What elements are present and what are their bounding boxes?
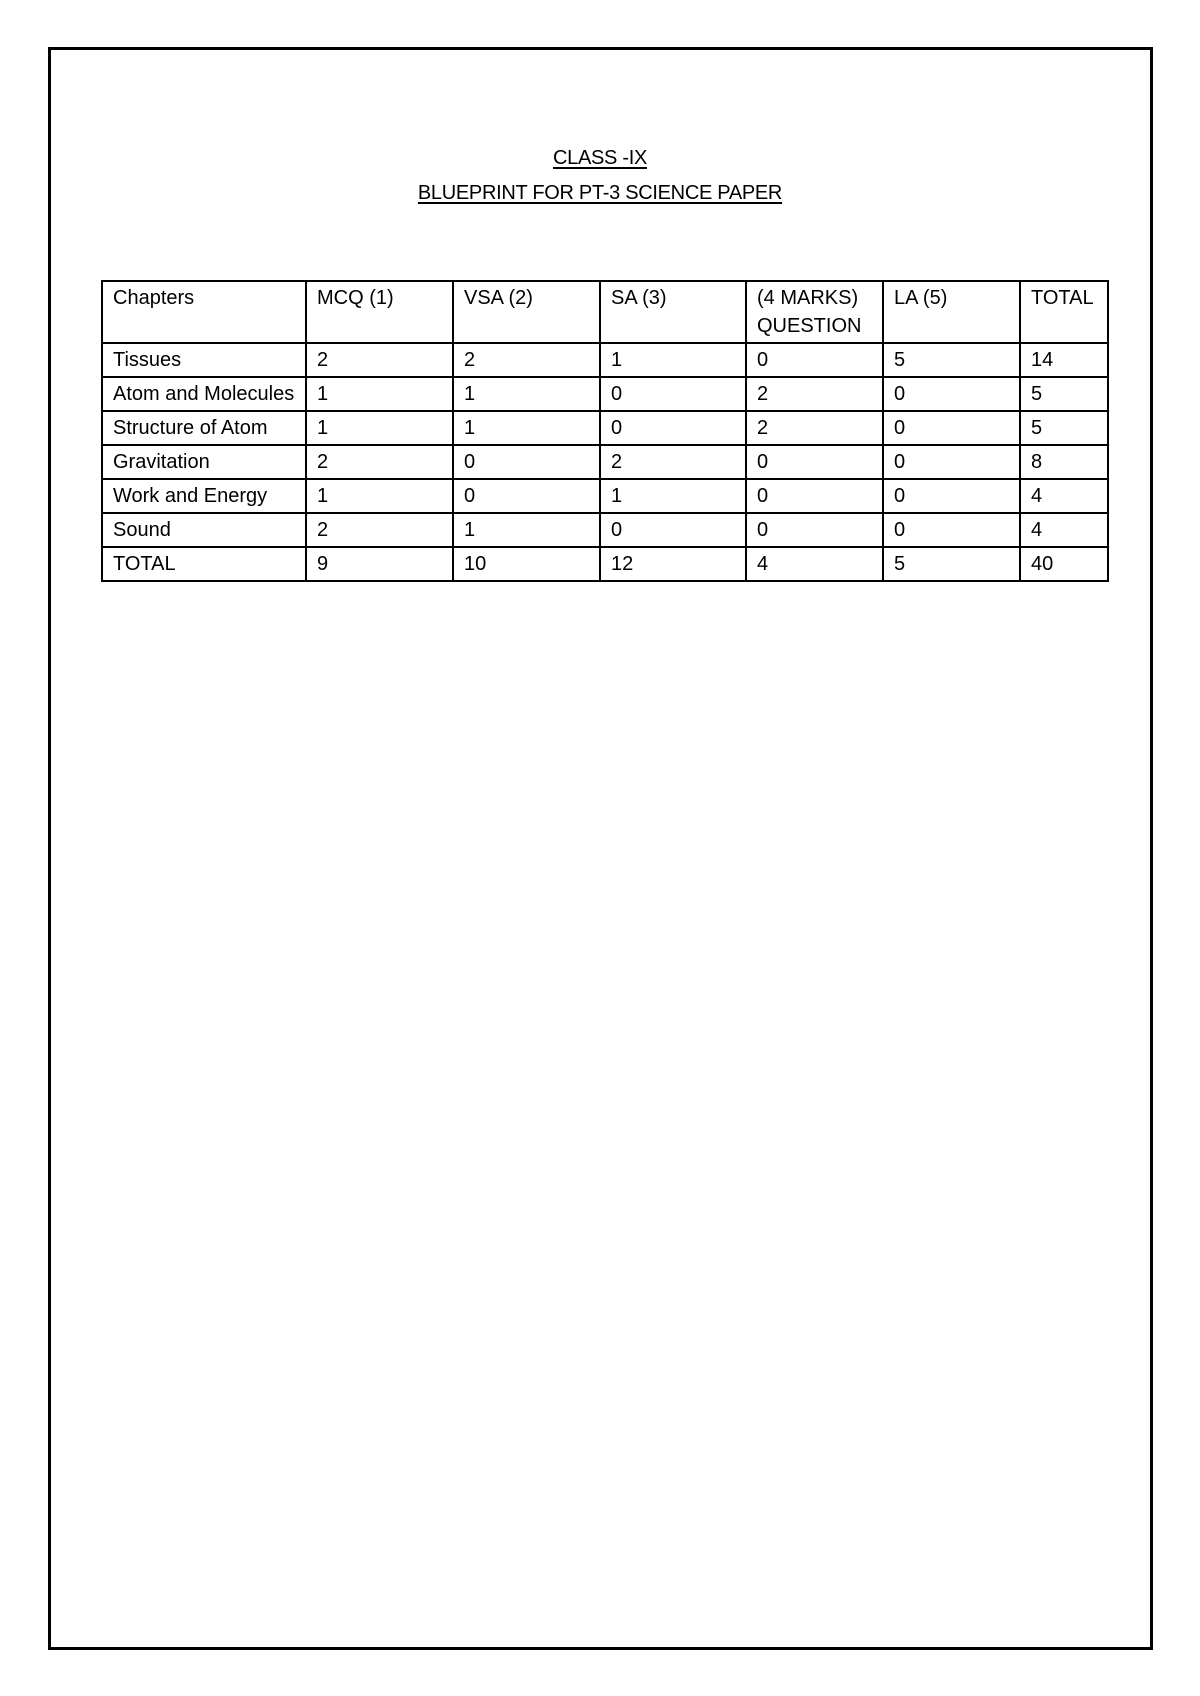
table-row (102, 445, 1108, 479)
table-cell: Atom and Molecules (102, 377, 306, 411)
table-cell: 0 (600, 411, 746, 445)
table-cell: 8 (1020, 445, 1108, 479)
table-cell: 1 (453, 377, 600, 411)
table-row (102, 377, 1108, 411)
table-cell: 2 (746, 411, 883, 445)
document-title-blueprint: BLUEPRINT FOR PT-3 SCIENCE PAPER (417, 182, 783, 204)
table-cell: 1 (306, 479, 453, 513)
table-cell: 0 (883, 513, 1020, 547)
table-cell: 0 (453, 445, 600, 479)
table-cell: 2 (306, 445, 453, 479)
table-cell: TOTAL (102, 547, 306, 581)
document-title-class: CLASS -IX (553, 147, 647, 169)
table-cell: 5 (1020, 377, 1108, 411)
table-cell: 1 (306, 377, 453, 411)
table-cell: 5 (883, 343, 1020, 377)
table-cell: 2 (453, 343, 600, 377)
table-cell: 5 (1020, 411, 1108, 445)
table-header-row (102, 281, 1108, 343)
header-cell-four-marks: (4 MARKS) QUESTION (746, 281, 883, 343)
table-cell: 0 (746, 445, 883, 479)
table-cell: Sound (102, 513, 306, 547)
table-cell: 1 (453, 411, 600, 445)
table-cell: 12 (600, 547, 746, 581)
header-cell-total: TOTAL (1020, 281, 1108, 343)
header-cell-sa: SA (3) (600, 281, 746, 343)
table-cell: 2 (746, 377, 883, 411)
table-cell: 14 (1020, 343, 1108, 377)
table-row (102, 411, 1108, 445)
table-cell: 0 (883, 377, 1020, 411)
table-cell: 0 (746, 479, 883, 513)
table-cell: 2 (306, 513, 453, 547)
table-cell: 0 (746, 513, 883, 547)
table-cell: 10 (453, 547, 600, 581)
table-cell: 1 (600, 479, 746, 513)
table-cell: Work and Energy (102, 479, 306, 513)
table-cell: 5 (883, 547, 1020, 581)
table-cell: 0 (883, 479, 1020, 513)
table-cell: 9 (306, 547, 453, 581)
table-cell: 0 (600, 513, 746, 547)
table-cell: 2 (306, 343, 453, 377)
table-cell: 2 (600, 445, 746, 479)
table-cell: Tissues (102, 343, 306, 377)
table-row (102, 343, 1108, 377)
table-total-row (102, 547, 1108, 581)
table-cell: 0 (600, 377, 746, 411)
table-cell: 40 (1020, 547, 1108, 581)
table-cell: 4 (746, 547, 883, 581)
header-cell-vsa: VSA (2) (453, 281, 600, 343)
header-cell-la: LA (5) (883, 281, 1020, 343)
table-row (102, 513, 1108, 547)
header-cell-mcq: MCQ (1) (306, 281, 453, 343)
table-cell: 0 (453, 479, 600, 513)
table-cell: 1 (600, 343, 746, 377)
table-cell: Gravitation (102, 445, 306, 479)
header-cell-chapters: Chapters (102, 281, 306, 343)
table-cell: 1 (306, 411, 453, 445)
table-cell: 0 (746, 343, 883, 377)
table-cell: 0 (883, 445, 1020, 479)
table-cell: 1 (453, 513, 600, 547)
table-cell: 4 (1020, 513, 1108, 547)
blueprint-table (101, 280, 1109, 582)
table-cell: 0 (883, 411, 1020, 445)
table-cell: 4 (1020, 479, 1108, 513)
table-row (102, 479, 1108, 513)
table-cell: Structure of Atom (102, 411, 306, 445)
